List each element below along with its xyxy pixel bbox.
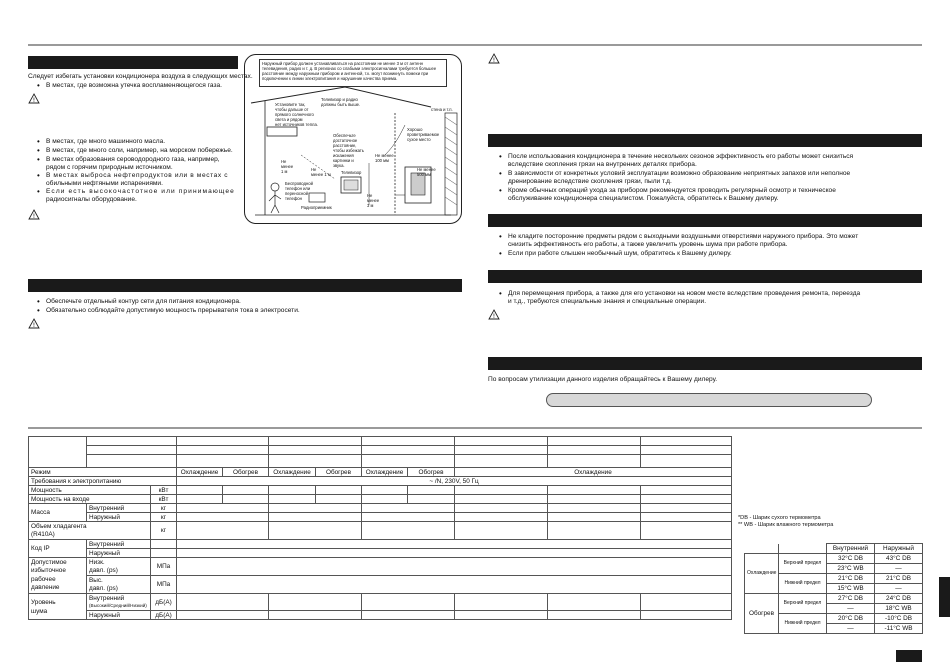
diagram-label: стена и т.п. [431,107,453,112]
value-cell: — [827,624,875,634]
row-label-line: Объем хладагента [31,522,87,530]
table-cell [455,522,548,540]
table-cell [641,495,732,504]
unit-cell: дБ(А) [151,594,177,611]
language-side-tab [939,577,950,617]
sub-label: Наружный [87,549,151,558]
diagram-label: света и рядом [275,117,303,122]
table-cell [455,455,548,468]
bullet-item: • Обязательно соблюдайте допустимую мощность прерывателя тока в электросети. [46,307,300,315]
bullet-item: • В местах образования сероводородного газа, например, [46,156,220,164]
sub-label-line: Внутренний [89,594,125,602]
table-row [29,558,732,576]
diagram-label: проветриваемое [407,132,440,137]
svg-text:!: ! [32,213,36,220]
table-cell [548,513,641,522]
mode-cell: Охлаждение [177,468,223,477]
table-cell [316,495,362,504]
table-cell [408,495,455,504]
diagram-label: Беспроводной [285,181,313,186]
table-cell [455,611,548,620]
table-cell [223,495,269,504]
row-label-line: Допустимое [31,558,67,566]
table-cell [455,437,548,446]
table-cell [548,495,641,504]
header-row [29,437,732,446]
table-cell [362,611,455,620]
table-row [29,504,732,513]
table-cell [177,486,223,495]
row-label: Мощность [29,486,151,495]
sub-label [87,558,151,576]
bullet-item: • Кроме обычных операций ухода за прибором рекомендуется проводить регулярный осмотр и техническое [508,187,836,195]
row-label-line: избыточное [31,567,66,574]
limit-label: Верхний предел [779,594,827,614]
unit-cell: кг [151,504,177,513]
header-row [29,446,732,455]
diagram-label: Не [367,193,373,198]
diagram-label: 1 м [281,169,288,174]
diagram-label: Телевизор [341,170,362,175]
warning-icon [488,53,500,64]
table-cell [177,504,269,513]
diagram-label: переносной [285,191,308,196]
row-label-line: Уровень [31,598,56,606]
table-cell [362,522,455,540]
bullet-item: • В местах выброса нефтепродуктов или в местах с [46,172,228,180]
section-header-bar [28,56,238,69]
table-cell [177,549,732,558]
col-header: Наружный [875,544,923,554]
diagram-label: чтобы дальше от [275,107,309,112]
unit-cell: кг [151,522,177,540]
diagram-label: достаточное [333,138,358,143]
top-divider [28,44,922,46]
mode-cell: Обогрев [408,468,455,477]
table-row [29,576,732,594]
diagram-label: прямого солнечного [275,112,314,117]
row-label-line: (R410A) [31,530,55,538]
row-label [29,522,151,540]
diagram-label: нет источников тепла. [275,122,318,127]
intro-text: Следует избегать установки кондиционера воздуха в следующих местах. [28,73,253,80]
table-cell [177,437,269,446]
mode-label: Охлаждение [745,554,779,594]
table-cell [641,522,732,540]
table-cell [269,495,316,504]
diagram-label: чтобы избежать [333,148,364,153]
table-cell [362,594,455,611]
table-cell [455,594,548,611]
row-label: Требования к электропитанию [29,477,177,486]
table-cell [151,540,177,549]
table-cell [177,611,269,620]
table-row [29,549,732,558]
section-header-bar [488,270,922,283]
table-cell [455,513,548,522]
diagram-label: менее [281,164,294,169]
table-cell [316,486,362,495]
table-cell [269,446,362,455]
table-cell [548,486,641,495]
table-cell [269,455,362,468]
bullet-cont: дренирование вследствие скопления грязи, пыли т.д. [508,178,672,185]
diagram-label: должны быть выше. [321,102,361,107]
table-row [745,594,923,604]
row-label: Режим [29,468,177,477]
table-row [29,495,732,504]
table-cell [548,522,641,540]
value-cell: 23°C WB [827,564,875,574]
table-cell [641,455,732,468]
limit-label: Верхний предел [779,554,827,574]
bullet-item: • Обеспечьте отдельный контур сети для питания кондиционера. [46,298,241,306]
installation-diagram [244,54,462,224]
table-cell [177,522,269,540]
table-cell [455,504,548,513]
table-cell [641,437,732,446]
table-cell [269,594,362,611]
table-cell [641,594,732,611]
table-row [29,468,732,477]
table-row [745,554,923,564]
sub-label [87,594,151,611]
model-label-pill [546,393,872,407]
value-cell: 18°C WB [875,604,923,614]
value-cell: — [827,604,875,614]
value-cell: 15°C WB [827,584,875,594]
table-cell [177,540,732,549]
mode-label: Обогрев [745,594,779,634]
diagram-label: сухое место [407,137,431,142]
bullet-item: • После использования кондиционера в течение нескольких сезонов эффективность его работы может снизиться [508,153,853,161]
power-req-value: ~ /N, 230V, 50 Гц [177,477,732,486]
diagram-label: 3 м [367,203,374,208]
bottom-divider [28,427,922,429]
table-cell [455,495,548,504]
row-label [29,558,87,594]
mode-cell: Обогрев [316,468,362,477]
operating-range-table [744,543,923,634]
unit-cell: дБ(А) [151,611,177,620]
sub-label-line: давл. (ps) [89,566,118,574]
table-cell [455,446,548,455]
footnote: ** WB - Шарик влажного термометра [738,522,834,528]
sub-label-line: Низк. [89,558,105,566]
diagram-label: 100 мм [375,158,389,163]
diagram-label: Установите так, [275,102,306,107]
table-cell [269,513,362,522]
section-header-bar [488,214,922,227]
diagram-label: звука. [333,163,345,168]
table-cell [177,513,269,522]
table-cell [29,437,87,468]
table-cell [548,455,641,468]
table-cell [362,437,455,446]
table-cell [362,446,455,455]
diagram-label: Телевизор и радио [321,97,358,102]
row-label-line: рабочее [31,575,56,583]
bullet-cont: рядом с горячим природным источником. [46,164,173,171]
svg-text:!: ! [492,57,496,64]
table-cell [641,486,732,495]
table-cell [641,504,732,513]
warning-icon [488,309,500,320]
diagram-label: телефон или [285,186,311,191]
value-cell: — [875,564,923,574]
svg-text:!: ! [32,97,36,104]
diagram-label: Хорошо [407,127,423,132]
diagram-label: 500 мм [417,172,431,177]
diagram-label: Радиоприемник [301,205,332,210]
table-cell [641,446,732,455]
sub-label: Наружный [87,513,151,522]
table-cell [408,486,455,495]
row-label-line: давление [31,584,60,591]
diagram-label: Не менее [417,167,436,172]
bullet-item: • В местах, где много соли, например, на морском побережье. [46,147,233,155]
table-cell [177,446,269,455]
sub-label-line: давл. (ps) [89,584,118,592]
row-label: Мощность на входе [29,495,151,504]
warning-icon [28,318,40,329]
sub-label-line: Выс. [89,576,103,584]
bullet-item: • Если при работе слышен необычный шум, обратитесь к Вашему дилеру. [508,250,732,258]
diagram-label: менее 1 м [311,172,331,177]
section-header-bar [28,279,462,292]
table-cell [548,437,641,446]
table-cell [177,455,269,468]
page-number-block [896,650,922,662]
table-cell [362,486,408,495]
diagram-label: расстояние, [333,143,357,148]
bullet-item: • В местах, где много машинного масла. [46,138,165,146]
table-cell [779,544,827,554]
row-label: Код IP [29,540,87,558]
table-cell [745,544,779,554]
bullet-cont: вследствие скопления грязи на внутренних деталях прибора. [508,161,697,168]
unit-cell: кВт [151,495,177,504]
value-cell: 20°C DB [827,614,875,624]
table-cell [151,549,177,558]
mode-cell: Охлаждение [269,468,316,477]
diagram-label: Обеспечьте [333,133,356,138]
sub-label: Внутренний [87,540,151,549]
diagram-note: Наружный прибор должен устанавливаться на расстоянии не менее 3 м от антенн [262,61,423,66]
value-cell: 43°C DB [875,554,923,564]
table-cell [269,522,362,540]
bullet-item: • Для перемещения прибора, а также для его установки на новом месте вследствие проведения ремонта, переезда [508,290,860,298]
table-cell [223,486,269,495]
mode-cell: Охлаждение [362,468,408,477]
specifications-table [28,436,732,620]
table-cell [548,594,641,611]
mode-cell: Обогрев [223,468,269,477]
diagram-label: Не [311,167,317,172]
table-cell [641,611,732,620]
table-cell [269,437,362,446]
table-cell [177,495,223,504]
table-cell [548,611,641,620]
limit-label: Нижний предел [779,614,827,634]
limit-label: Нижний предел [779,574,827,594]
diagram-note: подключении к линии электропитания и нарушение качества приема. [262,76,398,81]
bullet-item: • Не кладите посторонние предметы рядом с выходными воздушными отверстиями наружного прибора. Это может [508,233,858,241]
unit-cell: кг [151,513,177,522]
table-cell [548,504,641,513]
table-cell [87,437,177,446]
bullet-cont: и т.д., требуются специальные знания и специальные операции. [508,298,707,305]
table-row [29,513,732,522]
bullet-cont: радиосигналы оборудование. [46,196,137,203]
diagram-note: телевидения, радио и т. д. В регионах со слабыми электросигналами требуется большее [262,66,437,71]
value-cell: — [875,584,923,594]
table-cell [269,486,316,495]
col-header: Внутренний [827,544,875,554]
table-cell [455,486,548,495]
bullet-cont: снизить эффективность его работы, а также увеличить уровень шума при работе прибора. [508,241,788,248]
table-row [29,594,732,611]
diagram-label: искажения [333,153,354,158]
warning-icon [28,93,40,104]
value-cell: -10°C DB [875,614,923,624]
table-row [29,540,732,549]
table-cell [269,504,362,513]
bullet-item: • В зависимости от конкретных условий эксплуатации возможно образование неприятных запахов или неполное [508,170,850,178]
svg-text:!: ! [492,313,496,320]
diagram-label: менее [367,198,380,203]
table-cell [269,611,362,620]
bullet-item: • В местах, где возможна утечка воспламеняющегося газа. [46,82,222,90]
footnote: *DB - Шарик сухого термометра [738,515,821,521]
sub-label: Внутренний [87,504,151,513]
unit-cell: МПа [151,558,177,576]
diagram-note: расстояние между наружным прибором и антенной, т.к. могут возникнуть помехи при [262,71,429,76]
table-row [29,477,732,486]
unit-cell: кВт [151,486,177,495]
disposal-text: По вопросам утилизации данного изделия обращайтесь к Вашему дилеру. [488,376,718,383]
table-cell [548,446,641,455]
table-cell [177,576,732,594]
value-cell: 32°C DB [827,554,875,564]
table-cell [362,455,455,468]
warning-icon [28,209,40,220]
table-cell [641,513,732,522]
section-header-bar [488,134,922,147]
row-label: Масса [29,504,87,522]
diagram-label: Не [281,159,287,164]
mode-cell: Охлаждение [455,468,732,477]
table-row [29,486,732,495]
table-row [745,544,923,554]
sub-label: Наружный [87,611,151,620]
table-cell [362,504,455,513]
table-cell [87,446,177,455]
value-cell: 21°C DB [875,574,923,584]
sub-label [87,576,151,594]
svg-text:!: ! [32,322,36,329]
value-cell: 27°C DB [827,594,875,604]
table-cell [177,558,732,576]
table-cell [362,513,455,522]
row-label-line: шума [31,607,48,615]
diagram-label: телефон [285,196,302,201]
diagram-label: Не менее [375,153,394,158]
diagram-label: картинки и [333,158,354,163]
table-cell [177,594,269,611]
row-label [29,594,87,620]
unit-cell: МПа [151,576,177,594]
value-cell: 24°C DB [875,594,923,604]
bullet-item: • Если есть высокочастотное или принимающее [46,188,235,196]
value-cell: -11°C WB [875,624,923,634]
sub-label-line: (Высокий/Средний/Низкий) [89,603,147,608]
section-header-bar [488,357,922,370]
table-row [29,522,732,540]
bullet-cont: обильными нефтяными испарениями. [46,180,163,187]
bullet-cont: обслуживание кондиционера специалистом. Пожалуйста, обратитесь к Вашему дилеру. [508,195,779,202]
table-row [29,611,732,620]
value-cell: 21°C DB [827,574,875,584]
table-cell [362,495,408,504]
header-row [29,455,732,468]
table-cell [87,455,177,468]
